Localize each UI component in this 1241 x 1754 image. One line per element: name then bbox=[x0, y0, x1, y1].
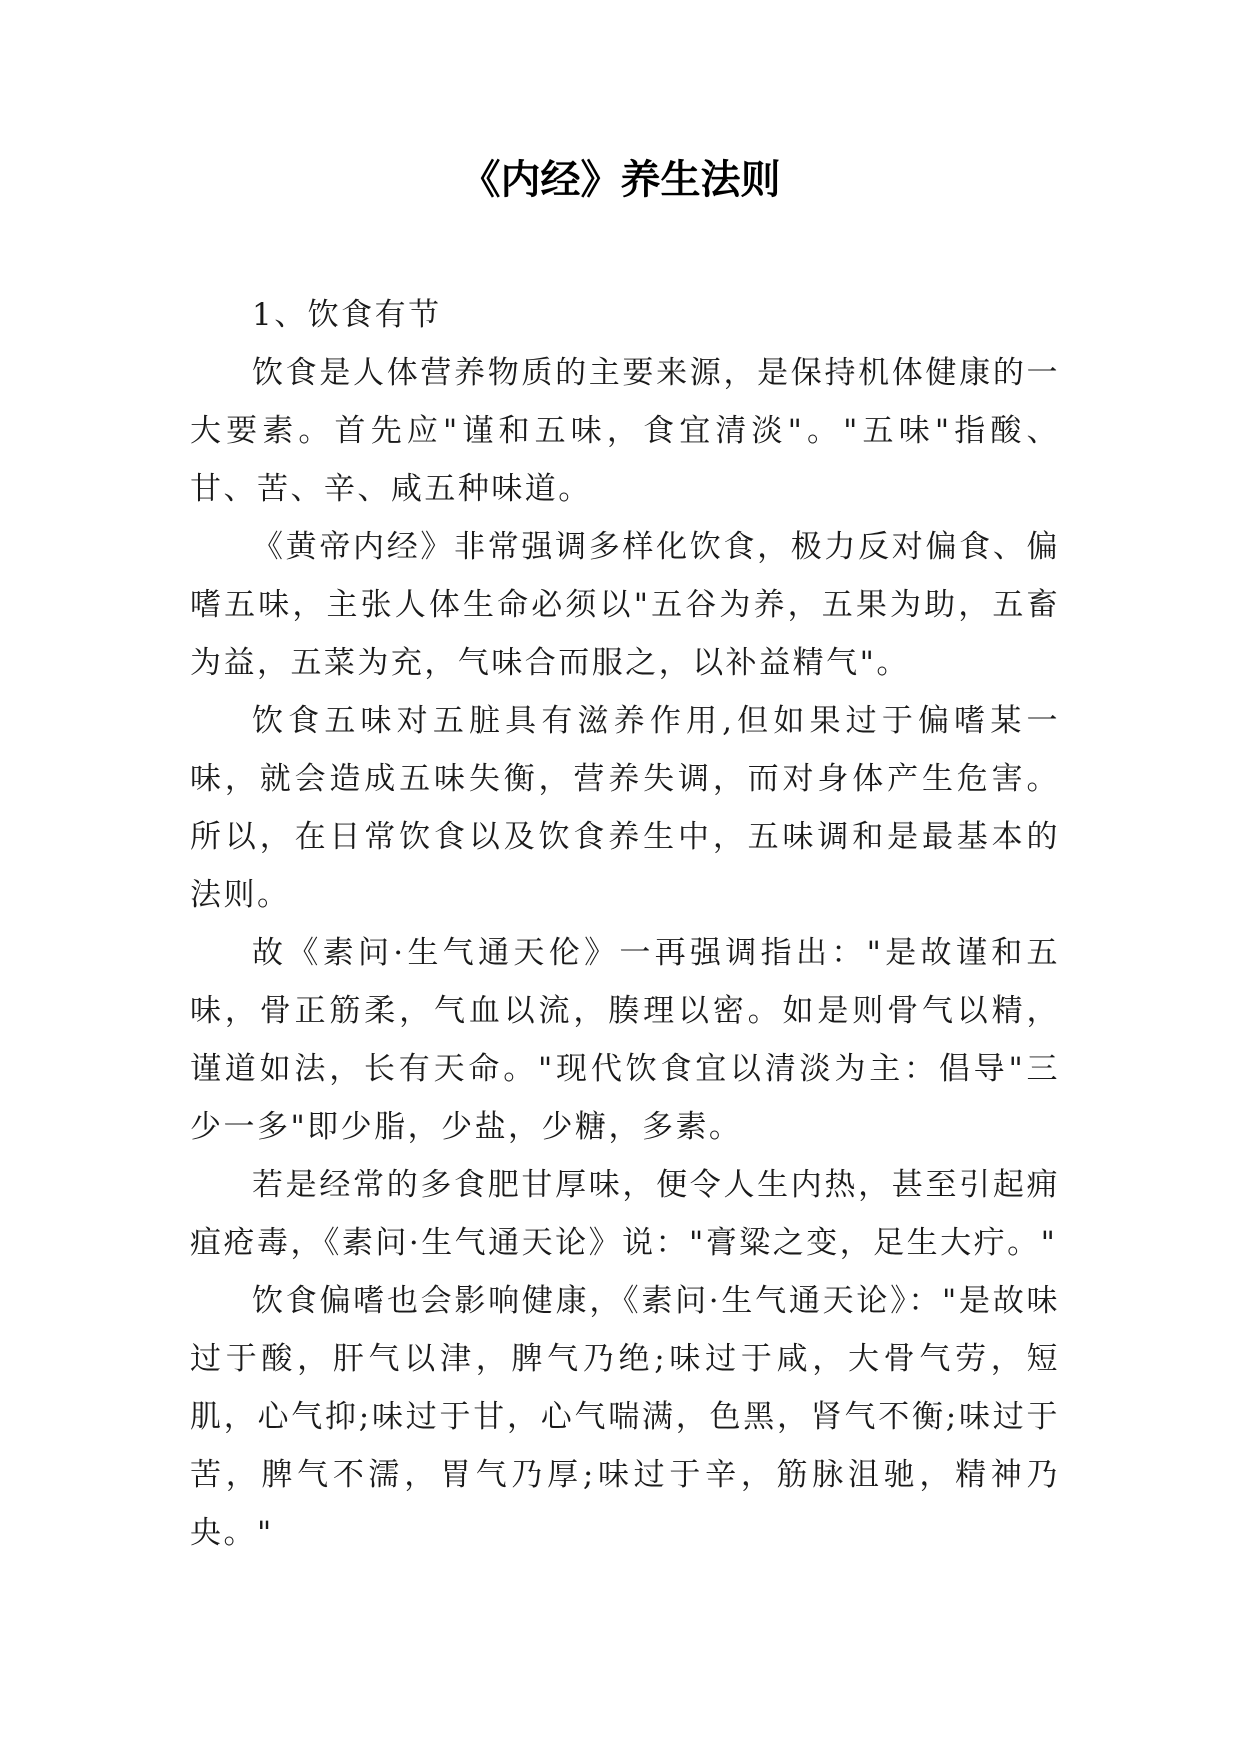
paragraph: 《黄帝内经》非常强调多样化饮食，极力反对偏食、偏嗜五味，主张人体生命必须以"五谷为养，五果为助，五畜为益，五菜为充，气味合而服之，以补益精气"。 bbox=[190, 529, 1060, 681]
document-body bbox=[190, 286, 1060, 1562]
document-title: 《内经》养生法则 bbox=[460, 156, 781, 203]
section-heading: 1、饮食有节 bbox=[252, 297, 442, 333]
paragraph: 若是经常的多食肥甘厚味，便令人生内热，甚至引起痈疽疮毒，《素问·生气通天论》说："膏粱之变，足生大疔。" bbox=[190, 1167, 1060, 1261]
paragraph: 饮食是人体营养物质的主要来源，是保持机体健康的一大要素。首先应"谨和五味，食宜清淡"。"五味"指酸、甘、苦、辛、咸五种味道。 bbox=[190, 355, 1060, 507]
paragraph: 饮食偏嗜也会影响健康，《素问·生气通天论》："是故味过于酸，肝气以津，脾气乃绝;味过于咸，大骨气劳，短肌，心气抑;味过于甘，心气喘满，色黑，肾气不衡;味过于苦，脾气不濡，胃气乃厚;味过于辛，筋脉沮驰，精神乃央。" bbox=[190, 1283, 1060, 1551]
paragraph: 饮食五味对五脏具有滋养作用,但如果过于偏嗜某一味，就会造成五味失衡，营养失调，而对身体产生危害。所以，在日常饮食以及饮食养生中，五味调和是最基本的法则。 bbox=[190, 703, 1060, 913]
paragraph: 故《素问·生气通天伦》一再强调指出："是故谨和五味，骨正筋柔，气血以流，腠理以密。如是则骨气以精，谨道如法，长有天命。"现代饮食宜以清淡为主：倡导"三少一多"即少脂，少盐，少糖，多素。 bbox=[190, 935, 1060, 1145]
